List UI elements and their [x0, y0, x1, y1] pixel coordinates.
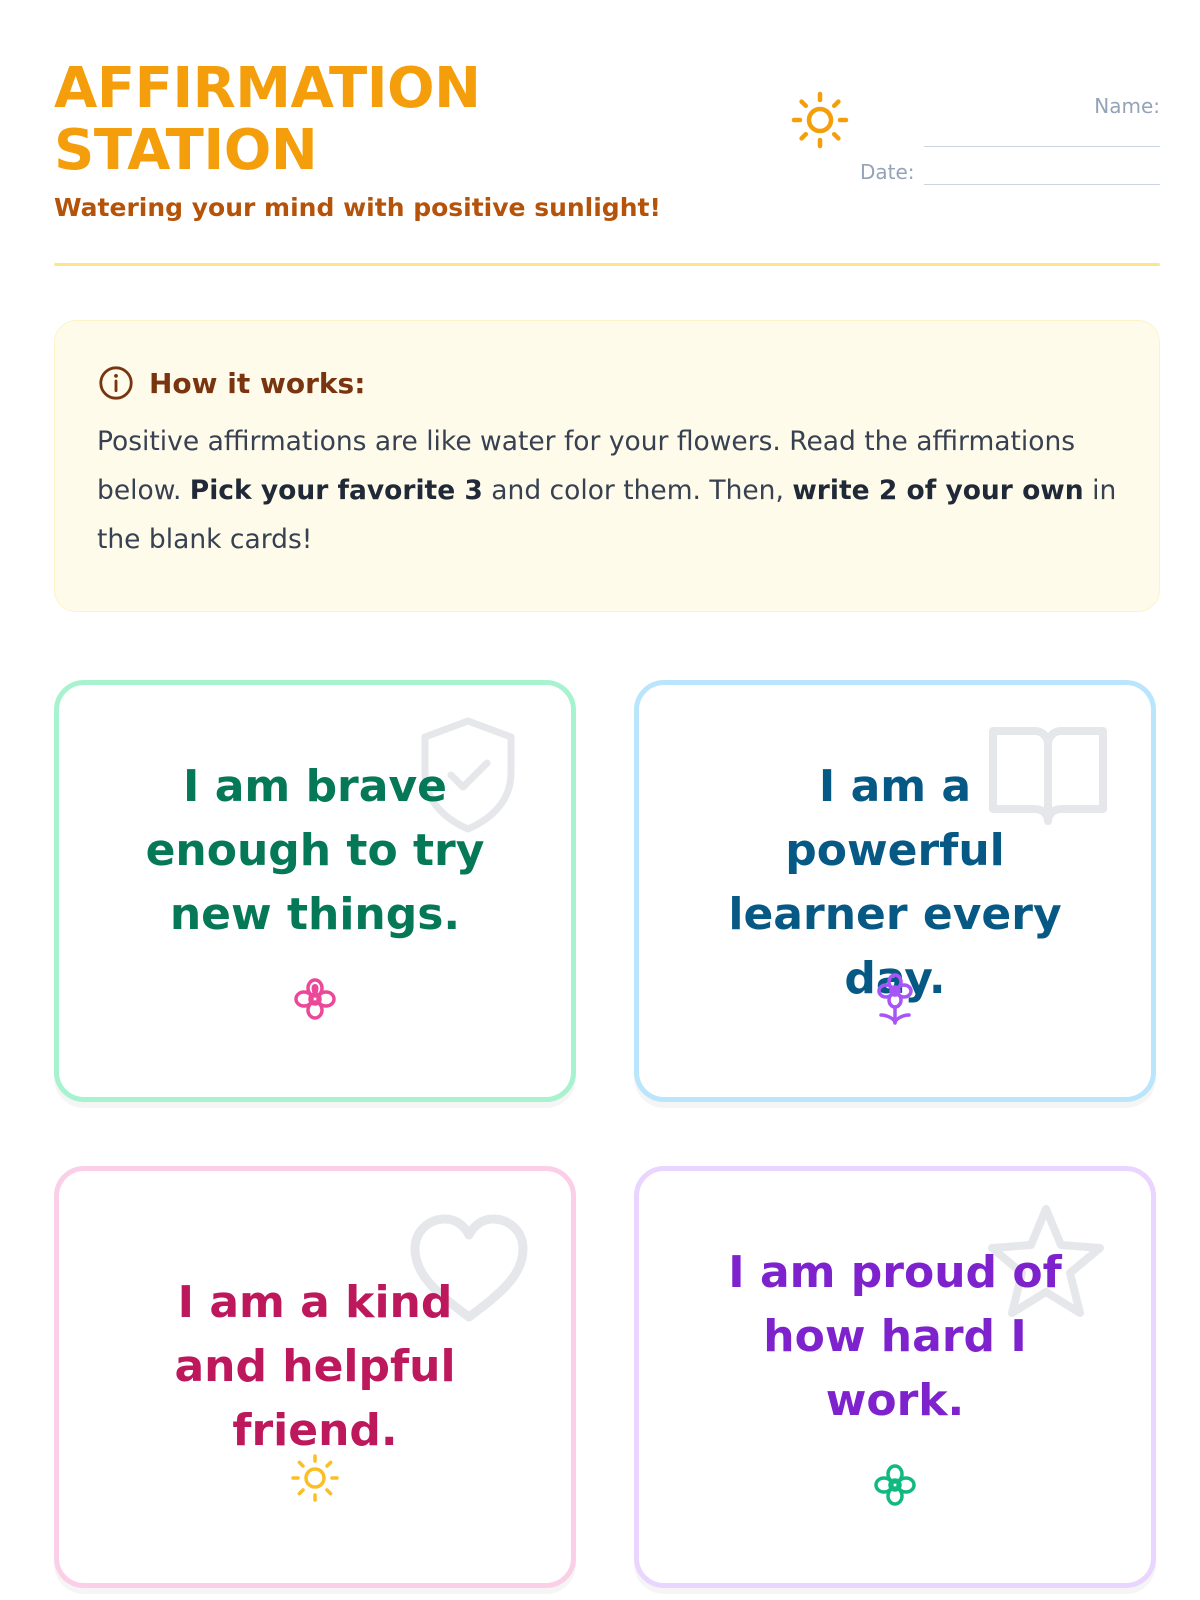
- instructions-bold-write: write 2 of your own: [792, 475, 1084, 506]
- instructions-text: [97, 417, 1117, 564]
- instructions-text-part1: Positive affirmations are like water for your flowers. Read the affirmations below.: [97, 426, 1076, 506]
- info-circle-icon: [97, 364, 135, 402]
- page-title: AFFIRMATION STATION: [54, 56, 481, 183]
- date-label: Date:: [860, 160, 915, 184]
- header-divider: [54, 263, 1160, 266]
- affirmation-card[interactable]: [54, 680, 576, 1102]
- instructions-bold-pick: Pick your favorite 3: [189, 475, 483, 506]
- affirmation-text: I am a kind and helpful friend.: [174, 1277, 456, 1456]
- instructions-text-part2: and color them. Then,: [482, 475, 793, 506]
- date-line[interactable]: [924, 184, 1160, 185]
- instructions-title: How it works:: [149, 366, 366, 400]
- affirmation-text: I am proud of how hard I work.: [728, 1247, 1062, 1426]
- flower-icon: [871, 1461, 919, 1509]
- date-field: [860, 160, 1160, 190]
- tulip-flower-icon: [873, 971, 917, 1027]
- header: [54, 58, 1160, 268]
- instructions-text-part3: in the blank cards!: [97, 475, 1117, 555]
- affirmation-text: I am brave enough to try new things.: [145, 761, 485, 940]
- affirmation-text: I am a powerful learner every day.: [728, 761, 1062, 1004]
- flower-icon: [291, 975, 339, 1023]
- affirmation-card[interactable]: [634, 1166, 1156, 1588]
- name-line[interactable]: [924, 146, 1160, 147]
- affirmation-card[interactable]: [54, 1166, 576, 1588]
- instructions-header: [97, 363, 1117, 403]
- instructions-box: [54, 320, 1160, 612]
- sun-icon: [288, 1451, 342, 1505]
- page-subtitle: Watering your mind with positive sunlight!: [54, 193, 661, 222]
- affirmation-card[interactable]: [634, 680, 1156, 1102]
- sun-icon: [788, 88, 852, 152]
- name-field: [920, 94, 1160, 118]
- name-label: Name:: [1094, 94, 1160, 118]
